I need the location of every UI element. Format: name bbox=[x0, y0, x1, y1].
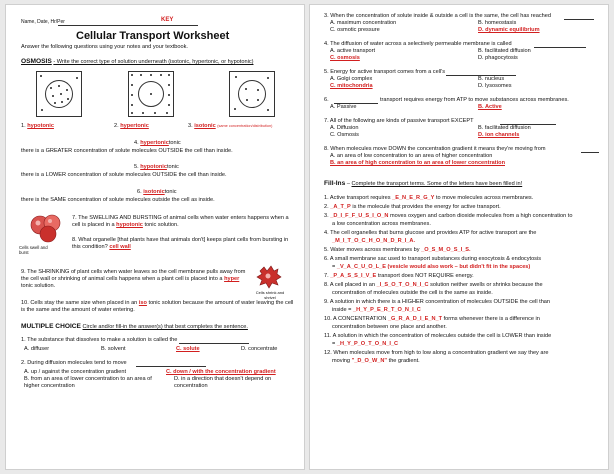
fill-in-4: 4. The cell organelles that burns glucose and provides ATP for active transport are the bbox=[324, 230, 537, 236]
fill-heading: Fill-Ins bbox=[324, 180, 346, 187]
q7: 7. The SWELLING AND BURSTING of animal cells when water enters happens when a cell is placed in a hypotonic tonic solution. bbox=[72, 215, 289, 228]
mc-instruction: Circle and/or fill-in the answer(s) that best completes the sentence. bbox=[82, 324, 248, 330]
mc-heading: MULTIPLE CHOICE bbox=[21, 323, 81, 330]
fill-instruction: Complete the transport terms. Some of the letters have been filled in! bbox=[351, 181, 523, 187]
q5-text: there is a LOWER concentration of solute molecules OUTSIDE the cell than inside. bbox=[21, 172, 227, 178]
mc-q7-option-c[interactable]: C. Osmosis bbox=[330, 132, 359, 138]
shrink-caption: Cells shrink and shrivel bbox=[255, 290, 285, 300]
fill-in-6: 6. A small membrane sac used to transport substances during exocytosis & endocytosis bbox=[324, 256, 542, 262]
mc-q6-option-a[interactable]: A. Passive bbox=[330, 104, 357, 110]
mc-q4-option-a[interactable]: A. active transport bbox=[330, 48, 376, 54]
q10: 10. Cells stay the same size when placed in an iso tonic solution because the amount of water leaving the cell is the same and the amount of water entering. bbox=[21, 300, 294, 313]
q8: 8. What organelle [that plants have that animals don't] keeps plant cells from bursting in this condition? cell wall bbox=[72, 237, 289, 250]
swollen-caption: Cells swell and burst bbox=[19, 245, 48, 255]
mc-q2-option-c[interactable]: C. down / with the concentration gradient bbox=[166, 369, 276, 375]
mc-q6-text: transport requires energy from ATP to move substances across membranes. bbox=[380, 97, 569, 103]
fill-in-3: 3. _D_I_F_F_U_S_I_O_N moves oxygen and carbon dioxide molecules from a high concentration to bbox=[324, 213, 573, 219]
mc-q4-option-b[interactable]: B. facilitated diffusion bbox=[478, 48, 531, 54]
osmosis-heading-line bbox=[21, 58, 253, 66]
q4-text: there is a GREATER concentration of solute molecules OUTSIDE the cell than inside. bbox=[21, 148, 233, 154]
worksheet-page-left bbox=[5, 4, 305, 470]
fill-in-9: 9. A solution in which there is a HIGHER concentration of molecules OUTSIDE the cell than bbox=[324, 299, 551, 305]
q6-answer-line: 6. isotonictonic bbox=[137, 189, 177, 195]
diagram-answer-3: 3. isotonic (same concentration/distribution) bbox=[188, 123, 273, 129]
mc-q5-option-d[interactable]: D. lysosomes bbox=[478, 83, 512, 89]
q9: 9. The SHRINKING of plant cells when water leaves so the cell membrane pulls away from the cell wall or shrinking of animal cells happens when a plant cell is placed into a hyper tonic solution. bbox=[21, 269, 246, 289]
mc-q7-option-a[interactable]: A. Diffusion bbox=[330, 125, 359, 131]
swollen-cells-image bbox=[28, 213, 64, 245]
osmosis-instruction: - Write the correct type of solution underneath (isotonic, hypertonic, or hypotonic) bbox=[53, 59, 254, 65]
mc-q1-option-d[interactable]: D. concentrate bbox=[241, 346, 278, 352]
mc-q8-text: 8. When molecules move DOWN the concentration gradient it means they're moving from bbox=[324, 146, 546, 152]
fill-in-12-answer: moving "_D_O_W_N" the gradient. bbox=[332, 358, 420, 364]
mc-q8-option-b[interactable]: B. an area of high concentration to an area of lower concentration bbox=[330, 160, 505, 166]
fill-in-8-cont: concentration of molecules outside the cell is the same as inside. bbox=[332, 290, 493, 296]
worksheet-page-right bbox=[309, 4, 609, 470]
mc-q2-text: 2. During diffusion molecules tend to move bbox=[21, 360, 127, 366]
mc-q3-option-b[interactable]: B. homeostasis bbox=[478, 20, 517, 26]
fill-in-6-answer: = _V_A_C_U_O_L_E (vesicle would also work – but didn't fit in the spaces) bbox=[332, 264, 531, 270]
name-date-label: Name, Date, Hr/Per bbox=[21, 19, 65, 25]
cell-diagram-2 bbox=[128, 71, 174, 117]
mc-q5-option-a[interactable]: A. Golgi complex bbox=[330, 76, 373, 82]
mc-q1-option-b[interactable]: B. solvent bbox=[101, 346, 126, 352]
mc-q3-option-a[interactable]: A. maximum concentration bbox=[330, 20, 397, 26]
diagram-answer-2: 2. hypertonic bbox=[114, 123, 149, 129]
mc-q7-text: 7. All of the following are kinds of passive transport EXCEPT bbox=[324, 118, 474, 124]
mc-q5-text: 5. Energy for active transport comes from a cell's bbox=[324, 69, 446, 75]
mc-q5-option-c[interactable]: C. mitochondria bbox=[330, 83, 373, 89]
mc-q6-num: 6. bbox=[324, 97, 329, 103]
answer-key-label: KEY bbox=[161, 17, 174, 23]
mc-q3-text: 3. When the concentration of solute inside & outside a cell is the same, the cell has reached bbox=[324, 13, 551, 19]
mc-q4-text: 4. The diffusion of water across a selectively permeable membrane is called bbox=[324, 41, 512, 47]
osmosis-heading: OSMOSIS bbox=[21, 58, 52, 65]
fill-in-3-cont: a low concentration across membranes. bbox=[332, 221, 431, 227]
fill-in-9-answer: inside = _H_Y_P_E_R_T_O_N_I_C bbox=[332, 307, 421, 313]
fill-in-11: 11. A solution in which the concentration of molecules outside the cell is LOWER than inside bbox=[324, 333, 552, 339]
intro-text: Answer the following questions using your notes and your textbook. bbox=[21, 44, 188, 50]
q5-answer-line: 5. hypotonictonic bbox=[134, 164, 179, 170]
cell-diagram-1 bbox=[36, 71, 82, 117]
fill-in-12: 12. When molecules move from high to low along a concentration gradient we say they are bbox=[324, 350, 549, 356]
mc-q1-option-c[interactable]: C. solute bbox=[176, 346, 200, 352]
fill-in-2: 2. _A_T_P is the molecule that provides the energy for active transport. bbox=[324, 204, 501, 210]
mc-q8-option-a[interactable]: A. an area of low concentration to an area of higher concentration bbox=[330, 153, 493, 159]
mc-q1-text: 1. The substance that dissolves to make a solution is called the bbox=[21, 337, 178, 343]
mc-q3-option-d[interactable]: D. dynamic equilibrium bbox=[478, 27, 540, 33]
shrunken-cells-image bbox=[254, 263, 284, 291]
cell-diagram-3 bbox=[229, 71, 275, 117]
diagram-answer-1: 1. hypotonic bbox=[21, 123, 54, 129]
fill-in-1: 1. Active transport requires _E_N_E_R_G_Y to move molecules across membranes. bbox=[324, 195, 534, 201]
mc-q2-option-b[interactable]: B. from an area of lower concentration to an area of higher concentration bbox=[24, 376, 152, 389]
worksheet-title: Cellular Transport Worksheet bbox=[76, 30, 230, 42]
fill-in-10: 10. A CONCENTRATION _G_R_A_D_I_E_N_T forms whenever there is a difference in bbox=[324, 316, 540, 322]
mc-q5-option-b[interactable]: B. nucleus bbox=[478, 76, 505, 82]
mc-q7-option-d[interactable]: D. ion channels bbox=[478, 132, 520, 138]
mc-q4-option-d[interactable]: D. phagocytosis bbox=[478, 55, 518, 61]
mc-q4-option-c[interactable]: C. osmosis bbox=[330, 55, 360, 61]
mc-q6-option-b[interactable]: B. Active bbox=[478, 104, 502, 110]
fill-heading-line: Fill-Ins – Complete the transport terms. Some of the letters have been filled in! bbox=[324, 180, 523, 187]
fill-in-10-cont: concentration between one place and another. bbox=[332, 324, 447, 330]
mc-q1-option-a[interactable]: A. diffuser bbox=[24, 346, 50, 352]
mc-q7-option-b[interactable]: B. facilitated diffusion bbox=[478, 125, 531, 131]
q4-answer-line: 4. hypertonictonic bbox=[134, 140, 181, 146]
mc-q3-option-c[interactable]: C. osmotic pressure bbox=[330, 27, 380, 33]
mc-heading-line bbox=[21, 323, 248, 331]
fill-in-5: 5. Water moves across membranes by _O_S_M_O_S_I_S. bbox=[324, 247, 471, 253]
q6-text: there is the SAME concentration of solute molecules outside the cell as inside. bbox=[21, 197, 215, 203]
mc-q2-option-a[interactable]: A. up / against the concentration gradient bbox=[24, 369, 126, 375]
mc-q2-option-d[interactable]: D. in a direction that doesn't depend on concentration bbox=[174, 376, 272, 389]
fill-in-8: 8. A cell placed in an _I_S_O_T_O_N_I_C solution neither swells or shrinks because the bbox=[324, 282, 543, 288]
fill-in-4-answer: _M_I_T_O_C_H_O_N_D_R_I_A. bbox=[332, 238, 416, 244]
fill-in-11-answer: = _H_Y_P_O_T_O_N_I_C bbox=[332, 341, 399, 347]
fill-in-7: 7. _P_A_S_S_I_V_E transport does NOT REQUIRE energy. bbox=[324, 273, 474, 279]
